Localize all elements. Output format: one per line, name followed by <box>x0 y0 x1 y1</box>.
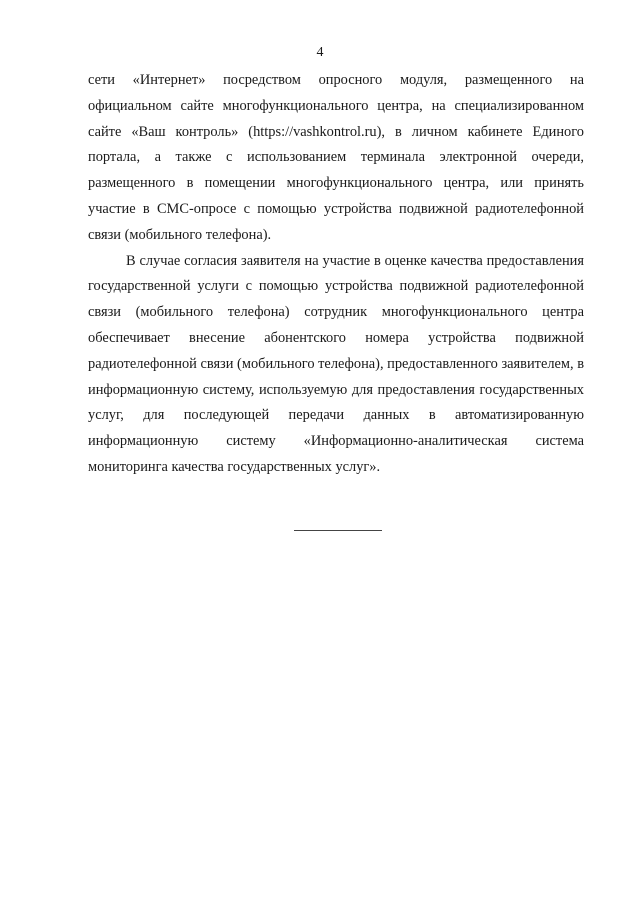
page-number: 4 <box>316 45 324 60</box>
end-of-text-rule <box>294 530 382 531</box>
paragraph-consent: В случае согласия заявителя на участие в оценке качества предоставления государственной услуги с помощью устройства подвижной радиотелефонной связи (мобильного телефона) сотрудник многофункционального центра обеспечивает внесение абонентского номера устройства подвижной радиотелефонной связи (мобильного телефона), предоставленного заявителем, в информационную систему, используемую для предоставления государственных услуг, для последующей передачи данных в автоматизированную информационную систему «Информационно-аналитическая система мониторинга качества государственных услуг». <box>88 252 584 475</box>
document-body <box>88 68 584 481</box>
paragraph-continuation: сети «Интернет» посредством опросного модуля, размещенного на официальном сайте многофункционального центра, на специализированном сайте «Ваш контроль» (https://vashkontrol.ru), в личном кабинете Единого портала, а также с использованием терминала электронной очереди, размещенного в помещении многофункционального центра, или принять участие в СМС-опросе с помощью устройства подвижной радиотелефонной связи (мобильного телефона). <box>88 72 584 243</box>
